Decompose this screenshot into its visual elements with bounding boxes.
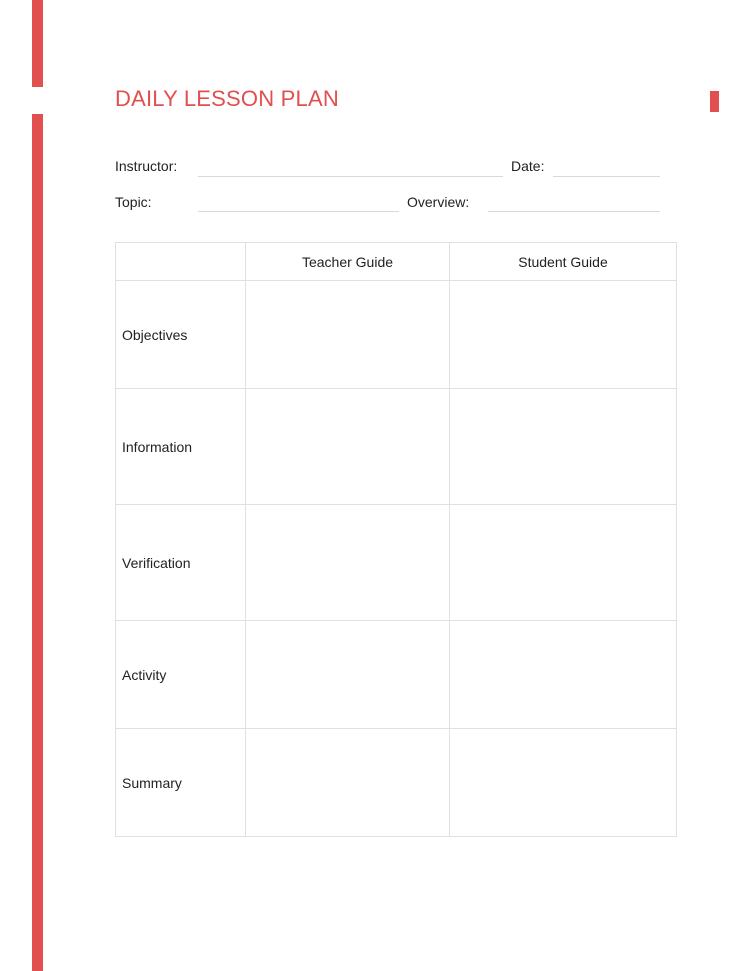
- cell-verification-teacher[interactable]: [246, 505, 450, 621]
- cell-objectives-teacher[interactable]: [246, 281, 450, 389]
- accent-bar-left: [32, 114, 43, 971]
- row-label-verification: Verification: [116, 505, 246, 621]
- topic-label: Topic:: [115, 194, 152, 210]
- cell-information-teacher[interactable]: [246, 389, 450, 505]
- topic-line[interactable]: [198, 211, 399, 212]
- cell-objectives-student[interactable]: [450, 281, 677, 389]
- instructor-line[interactable]: [198, 176, 503, 177]
- table-row: [116, 389, 677, 505]
- row-label-objectives: Objectives: [116, 281, 246, 389]
- date-line[interactable]: [553, 176, 660, 177]
- column-header-student-guide: Student Guide: [450, 243, 677, 281]
- table-row: [116, 505, 677, 621]
- row-label-information: Information: [116, 389, 246, 505]
- cell-summary-student[interactable]: [450, 729, 677, 837]
- column-header-teacher-guide: Teacher Guide: [246, 243, 450, 281]
- accent-mark-right: [710, 91, 719, 112]
- table-corner-cell: [116, 243, 246, 281]
- cell-summary-teacher[interactable]: [246, 729, 450, 837]
- table-header-row: [116, 243, 677, 281]
- row-label-summary: Summary: [116, 729, 246, 837]
- instructor-label: Instructor:: [115, 158, 178, 174]
- table-row: [116, 281, 677, 389]
- cell-information-student[interactable]: [450, 389, 677, 505]
- table-row: [116, 729, 677, 837]
- table-row: [116, 621, 677, 729]
- cell-activity-teacher[interactable]: [246, 621, 450, 729]
- lesson-plan-table: [115, 242, 677, 837]
- cell-activity-student[interactable]: [450, 621, 677, 729]
- overview-label: Overview:: [407, 194, 470, 210]
- cell-verification-student[interactable]: [450, 505, 677, 621]
- date-label: Date:: [511, 158, 545, 174]
- overview-line[interactable]: [488, 211, 660, 212]
- row-label-activity: Activity: [116, 621, 246, 729]
- page-title: DAILY LESSON PLAN: [115, 86, 339, 111]
- accent-bar-top: [32, 0, 43, 87]
